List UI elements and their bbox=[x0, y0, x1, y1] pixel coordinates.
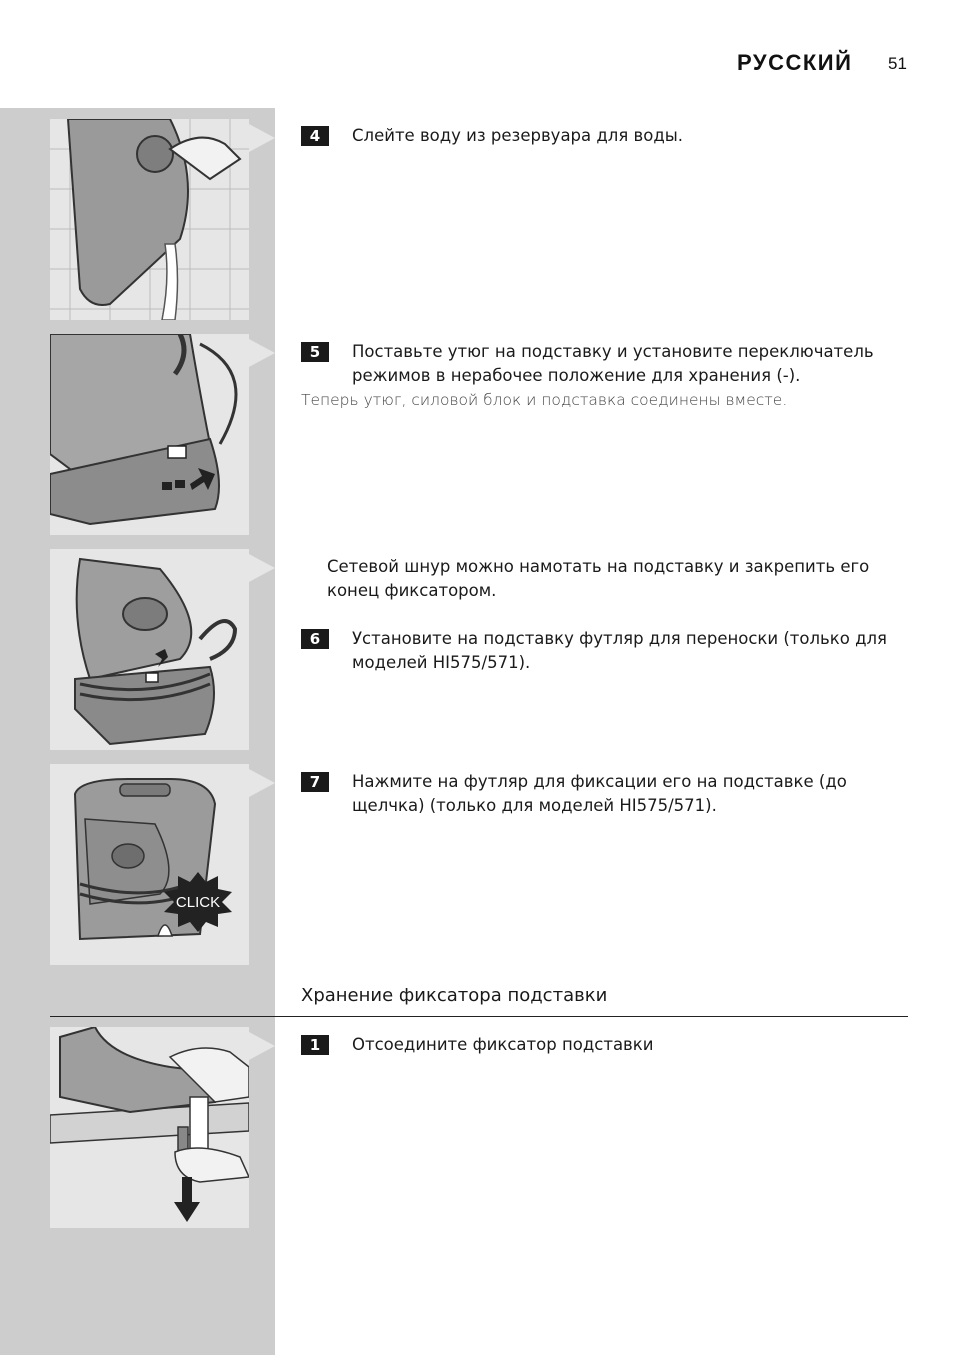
step-5-result-note: Теперь утюг, силовой блок и подставка соединены вместе. bbox=[301, 391, 788, 409]
illustration-detach-lock bbox=[50, 1027, 249, 1228]
illustration-pointer bbox=[249, 124, 275, 152]
illustration-pour-water bbox=[50, 119, 249, 320]
step-text: Установите на подставку футляр для переноски (только для моделей HI575/571). bbox=[352, 629, 887, 672]
step-number-badge: 6 bbox=[301, 629, 329, 649]
illustration-carry-case-click bbox=[50, 764, 249, 965]
step-7 bbox=[301, 770, 911, 818]
step-text: Слейте воду из резервуара для воды. bbox=[352, 126, 684, 145]
illustration-pointer bbox=[249, 1032, 275, 1060]
step-number-badge: 5 bbox=[301, 342, 329, 362]
cord-tip: Сетевой шнур можно намотать на подставку и закрепить его конец фиксатором. bbox=[327, 557, 870, 600]
step-text: Нажмите на футляр для фиксации его на подставке (до щелчка) (только для моделей HI575/571). bbox=[352, 772, 847, 815]
language-label: РУССКИЙ bbox=[737, 50, 853, 75]
step-number-badge: 4 bbox=[301, 126, 329, 146]
step-text: Поставьте утюг на подставку и установите переключатель режимов в нерабочее положение для хранения (-). bbox=[352, 342, 874, 385]
section-step-1 bbox=[301, 1033, 911, 1057]
illustration-pointer bbox=[249, 554, 275, 582]
page-number: 51 bbox=[888, 54, 907, 73]
section-heading: Хранение фиксатора подставки bbox=[301, 985, 608, 1006]
illustration-pointer bbox=[249, 769, 275, 797]
section-divider bbox=[50, 1016, 908, 1017]
step-4 bbox=[301, 124, 911, 148]
step-number-badge: 7 bbox=[301, 772, 329, 792]
step-number-badge: 1 bbox=[301, 1035, 329, 1055]
click-label: CLICK bbox=[175, 894, 221, 911]
illustration-cord-wound bbox=[50, 549, 249, 750]
step-6 bbox=[301, 627, 911, 675]
step-text: Отсоедините фиксатор подставки bbox=[352, 1035, 654, 1054]
illustration-pointer bbox=[249, 339, 275, 367]
step-5 bbox=[301, 340, 911, 388]
illustration-iron-on-stand bbox=[50, 334, 249, 535]
